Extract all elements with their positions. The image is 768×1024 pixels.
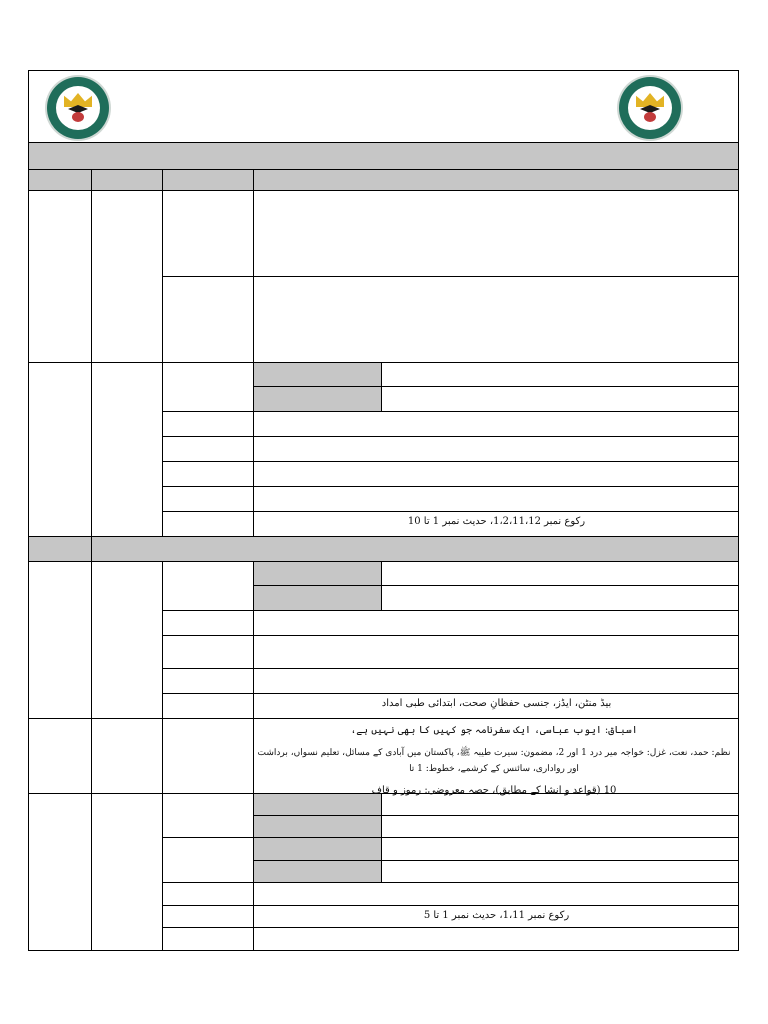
section-band	[29, 536, 738, 561]
row-d-text: رکوع نمبر 1،11، حدیث نمبر 1 تا 5	[423, 910, 570, 921]
row-c-content	[256, 719, 732, 799]
emblem-icon	[72, 112, 84, 122]
sub-header-cells-1	[254, 363, 381, 411]
emblem-icon	[644, 112, 656, 122]
row-c-line-2: نظم: حمد، نعت، غزل: خواجہ میر درد 1 اور 2، مضمون: سیرت طیبہ ﷺ، پاکستان میں آبادی کے مسائل، تعلیم نسواں، برداشت اور رواداری، سائنس کے کرشمے، خطوط: 1 تا	[257, 748, 731, 774]
college-logo-left	[47, 77, 109, 139]
sub-header-cells-3	[254, 794, 381, 882]
row-a-text: رکوع نمبر 1،2،11،12، حدیث نمبر 1 تا 10	[407, 516, 586, 527]
row-c-line-1: اسباق: ایوب عباسی، ایک سفرنامہ جو کہیں کا بھی نہیں ہے،	[350, 725, 638, 736]
column-header-band	[29, 169, 738, 190]
college-logo-right	[619, 77, 681, 139]
row-b-text: بیڈ منٹن، ایڈز، جنسی حفظانِ صحت، ابتدائی طبی امداد	[381, 698, 612, 709]
title-band	[29, 142, 738, 169]
sub-header-cells-2	[254, 562, 381, 610]
row-c-line-3: 10 (قواعد و انشا کے مطابق)، حصہ معروضی: رموز و قاف	[371, 785, 617, 796]
